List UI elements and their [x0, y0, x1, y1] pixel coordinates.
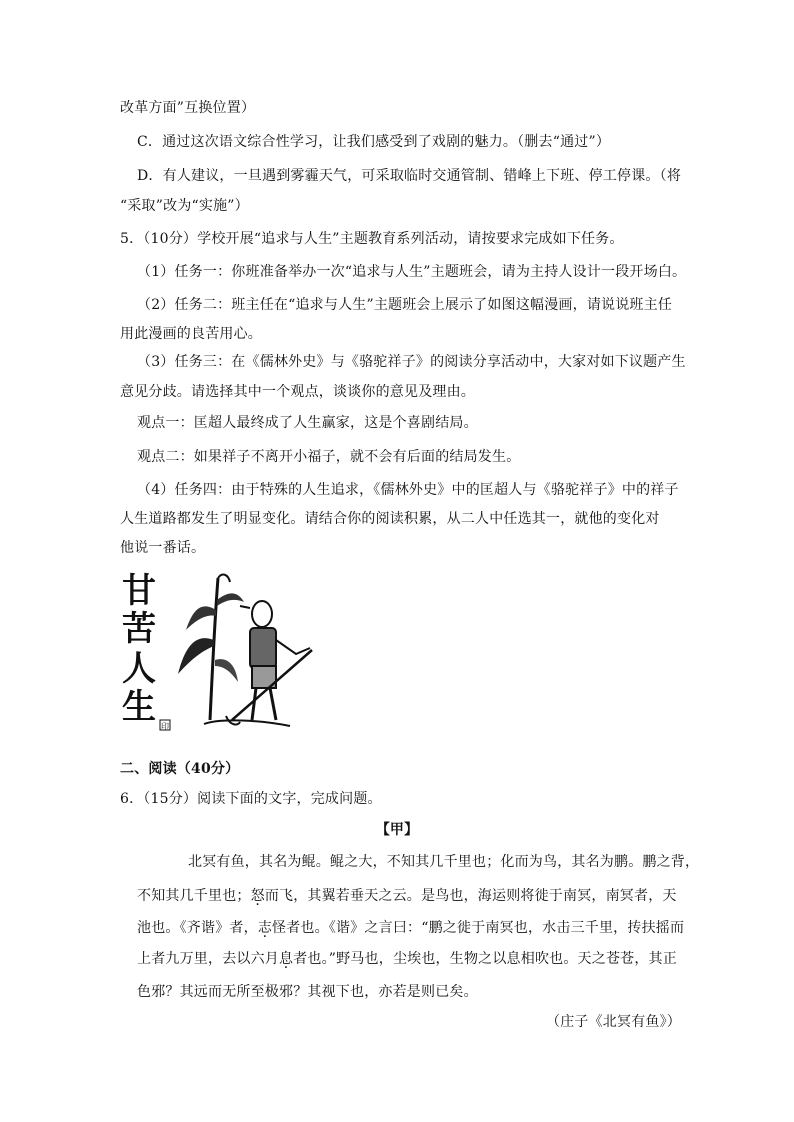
- question-6: 6．（15分）阅读下面的文字，完成问题。: [120, 791, 382, 807]
- cartoon-char: 苦: [122, 609, 156, 649]
- task-4-cont: 人生道路都发生了明显变化。请结合你的阅读积累，从二人中任选其一，就他的变化对: [120, 511, 660, 527]
- task-4: （4）任务四：由于特殊的人生追求，《儒林外史》中的匡超人与《骆驼祥子》中的祥子: [137, 482, 679, 498]
- passage-text: 上者九万里，去以六月: [137, 951, 279, 967]
- task-4-cont: 他说一番话。: [120, 540, 206, 556]
- task-2-cont: 用此漫画的良苦用心。: [120, 326, 262, 342]
- dotted-char: 息: [279, 951, 294, 967]
- passage-label: 【甲】: [375, 822, 419, 838]
- passage-text: 怪者也。《谐》之言曰：“鹏之徙于南冥也，水击三千里，抟扶摇而: [272, 920, 685, 936]
- passage-text: 不知其几千里也；: [137, 888, 251, 904]
- text-line: “采取”改为“实施”）: [120, 198, 249, 214]
- task-2: （2）任务二：班主任在“追求与人生”主题班会上展示了如图这幅漫画，请说说班主任: [137, 297, 673, 313]
- dotted-char: 志: [257, 920, 273, 936]
- passage-text: 而飞，其翼若垂天之云。是鸟也，海运则将徙于南冥，南冥者，天: [264, 888, 677, 904]
- dotted-char: 怒: [250, 888, 265, 904]
- option-d: D．有人建议，一旦遇到雾霾天气，可采取临时交通管制、错峰上下班、停工停课。（将: [137, 168, 682, 184]
- passage-line: [137, 918, 684, 938]
- passage-line: 色邪？其远而无所至极邪？其视下也，亦若是则已矣。: [137, 984, 478, 1000]
- text-line: 改革方面”互换位置）: [120, 100, 256, 116]
- passage-text: 池也。《齐谐》者，: [137, 920, 258, 936]
- cartoon-char: 甘: [122, 571, 156, 611]
- passage-source: （庄子《北冥有鱼》）: [546, 1014, 681, 1030]
- viewpoint-1: 观点一：匡超人最终成了人生赢家，这是个喜剧结局。: [137, 415, 478, 431]
- cartoon-char: 人: [122, 649, 156, 689]
- task-3: （3）任务三：在《儒林外史》与《骆驼祥子》的阅读分享活动中，大家对如下议题产生: [137, 354, 686, 370]
- seal-mark: 印: [161, 722, 169, 731]
- cartoon-illustration: [120, 570, 320, 735]
- task-3-cont: 意见分歧。请选择其中一个观点，谈谈你的意见及理由。: [120, 384, 475, 400]
- passage-text: 者也。”野马也，尘埃也，生物之以息相吹也。天之苍苍，其正: [293, 951, 677, 967]
- passage-line: 北冥有鱼，其名为鲲。鲲之大，不知其几千里也；化而为鸟，其名为鹏。鹏之背，: [188, 854, 700, 870]
- section-title: 二、阅读（40分）: [120, 761, 240, 777]
- question-5: 5．（10分）学校开展“追求与人生”主题教育系列活动，请按要求完成如下任务。: [120, 231, 624, 247]
- passage-line: [137, 886, 677, 906]
- viewpoint-2: 观点二：如果祥子不离开小福子，就不会有后面的结局发生。: [137, 449, 521, 465]
- task-1: （1）任务一：你班准备举办一次“追求与人生”主题班会，请为主持人设计一段开场白。: [137, 264, 687, 280]
- passage-line: [137, 949, 677, 969]
- option-c: C．通过这次语文综合性学习，让我们感受到了戏剧的魅力。（删去“通过”）: [137, 134, 611, 150]
- cartoon-char: 生: [122, 687, 156, 727]
